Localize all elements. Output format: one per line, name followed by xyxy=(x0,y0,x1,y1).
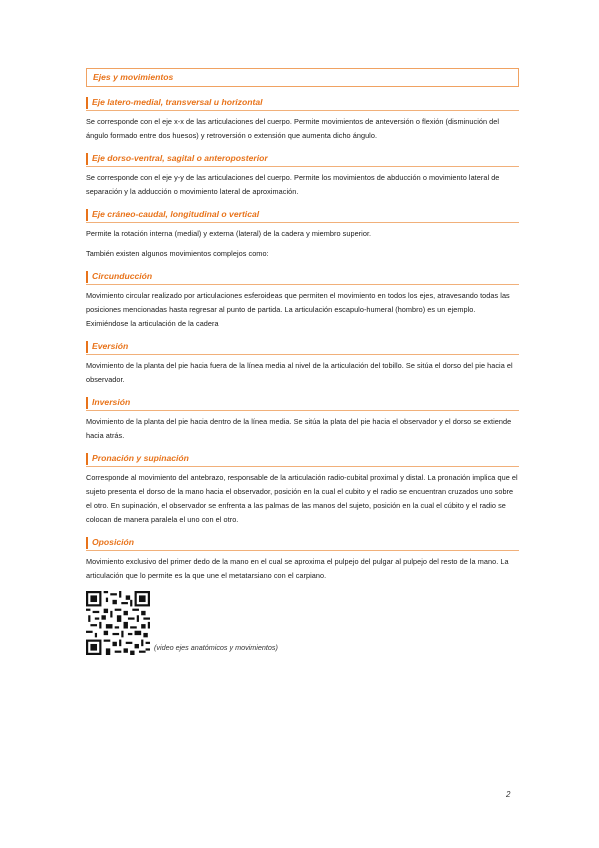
page-heading xyxy=(86,68,519,87)
section-body: Movimiento circular realizado por articulaciones esferoideas que permiten el movimiento en todos los ejes, atravesando todas las posiciones mencionadas hasta regresar al punto de partida. La articulación escapulo-humeral (hombro) es un ejemplo. Eximiéndose la articulación de la cadera xyxy=(86,291,510,328)
section-body: Corresponde al movimiento del antebrazo, responsable de la articulación radio-cubital proximal y distal. La pronación implica que el sujeto presenta el dorso de la mano hacia el observador, posición en la cual el cubito y el radio se encuentran cruzados uno sobre el otro. En supinación, el observador se enfrenta a las palmas de las manos del sujeto, posición en la cual el cúbito y el radio se colocan de manera paralela el uno con el otro. xyxy=(86,473,518,524)
heading-rule xyxy=(86,466,519,467)
qr-code-icon[interactable] xyxy=(86,591,150,655)
section-body: Permite la rotación interna (medial) y externa (lateral) de la cadera y miembro superior. xyxy=(86,229,372,238)
section-heading-text: Circunducción xyxy=(92,271,153,281)
section-heading-pronacion xyxy=(86,452,519,465)
section-body: Movimiento de la planta del pie hacia fuera de la línea media al nivel de la articulación del tobillo. Se sitúa el dorso del pie hacia el observador. xyxy=(86,361,513,384)
section-heading-oposicion xyxy=(86,536,519,549)
section-heading-craneo-caudal xyxy=(86,208,519,221)
heading-rule xyxy=(86,354,519,355)
qr-block xyxy=(86,591,519,651)
section-body: Movimiento exclusivo del primer dedo de la mano en el cual se aproxima el pulpejo del pulgar al pulpejo del resto de la mano. La articulación que lo permite es la que une el metatarsiano con el carpiano. xyxy=(86,557,509,580)
section-body: Se corresponde con el eje x-x de las articulaciones del cuerpo. Permite movimientos de anteversión o flexión (disminución del ángulo formado entre dos huesos) y retroversión o extensión que aumenta dicho ángulo. xyxy=(86,117,500,140)
section-body: Se corresponde con el eje y-y de las articulaciones del cuerpo. Permite los movimientos de abducción o movimiento lateral de separación y la adducción o movimiento lateral de aproximación. xyxy=(86,173,500,196)
heading-rule xyxy=(86,222,519,223)
section-body: Movimiento de la planta del pie hacia dentro de la línea media. Se sitúa la plata del pie hacia el observador y el dorso se extiende hacia atrás. xyxy=(86,417,512,440)
section-heading-latero-medial xyxy=(86,96,519,109)
section-heading-dorso-ventral xyxy=(86,152,519,165)
section-body-extra: También existen algunos movimientos complejos como: xyxy=(86,249,269,258)
section-heading-text: Eje cráneo-caudal, longitudinal o vertical xyxy=(92,209,260,219)
section-heading-text: Pronación y supinación xyxy=(92,453,189,463)
section-heading-circunduccion xyxy=(86,270,519,283)
heading-rule xyxy=(86,550,519,551)
section-heading-text: Inversión xyxy=(92,397,131,407)
page-number: 2 xyxy=(506,790,511,799)
section-heading-text: Eje dorso-ventral, sagital o anteroposterior xyxy=(92,153,268,163)
section-heading-text: Eje latero-medial, transversal u horizontal xyxy=(92,97,263,107)
section-heading-eversion xyxy=(86,340,519,353)
heading-rule xyxy=(86,410,519,411)
heading-rule xyxy=(86,110,519,111)
heading-rule xyxy=(86,166,519,167)
section-heading-text: Oposición xyxy=(92,537,135,547)
document-page xyxy=(86,68,519,651)
qr-caption: (video ejes anatómicos y movimientos) xyxy=(154,643,278,652)
section-heading-inversion xyxy=(86,396,519,409)
section-heading-text: Eversión xyxy=(92,341,129,351)
page-heading-text: Ejes y movimientos xyxy=(93,72,174,82)
heading-rule xyxy=(86,284,519,285)
